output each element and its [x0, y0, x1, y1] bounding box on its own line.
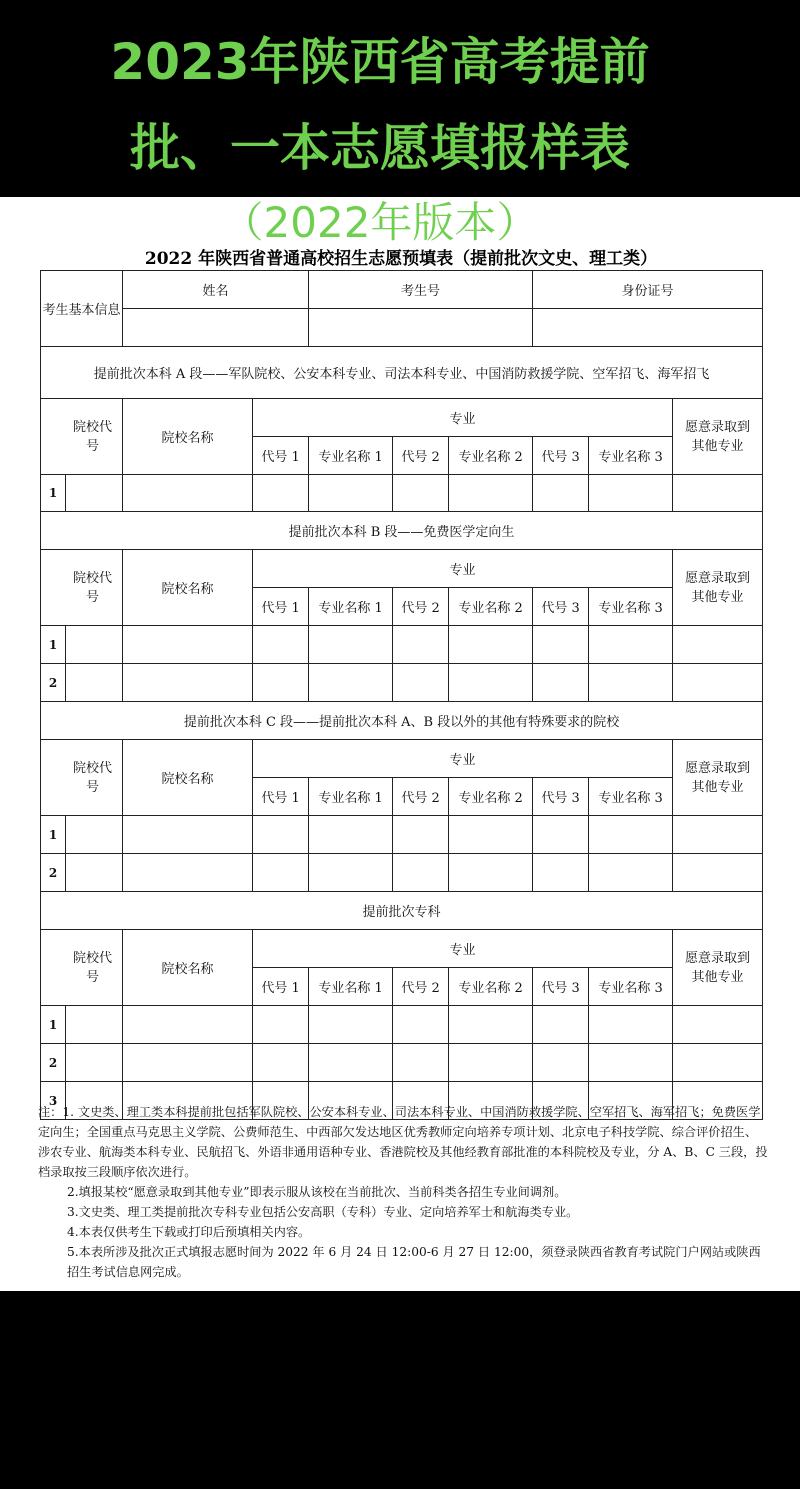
- major-name1-field[interactable]: [309, 854, 393, 892]
- school-code-field[interactable]: [66, 1006, 123, 1044]
- table-row: [41, 664, 763, 702]
- table-row: [41, 475, 763, 512]
- major-name3-header: 专业名称 3: [589, 778, 673, 816]
- column-header-row: [41, 550, 763, 588]
- table-row: [41, 854, 763, 892]
- major-name1-field[interactable]: [309, 1006, 393, 1044]
- code3-field[interactable]: [533, 626, 589, 664]
- major-name2-header: 专业名称 2: [449, 588, 533, 626]
- banner-version: （2022年版本）: [221, 198, 539, 247]
- basic-info-input-row: [41, 309, 763, 347]
- major-name1-field[interactable]: [309, 816, 393, 854]
- top-banner: [0, 0, 800, 197]
- major-name3-header: 专业名称 3: [589, 437, 673, 475]
- code2-field[interactable]: [393, 854, 449, 892]
- major-name1-header: 专业名称 1: [309, 778, 393, 816]
- school-name-field[interactable]: [123, 854, 253, 892]
- school-code-header: 院校代号: [41, 399, 123, 475]
- table-row: [41, 816, 763, 854]
- school-code-field[interactable]: [66, 854, 123, 892]
- willing-adjust-header: 愿意录取到其他专业: [673, 550, 763, 626]
- major-name3-field[interactable]: [589, 1044, 673, 1082]
- row-number: 1: [41, 475, 66, 512]
- form-notes: [38, 1102, 768, 1282]
- code2-field[interactable]: [393, 475, 449, 512]
- section-title-row: [41, 347, 763, 399]
- school-name-header: 院校名称: [123, 550, 253, 626]
- id-number-header: 身份证号: [533, 271, 763, 309]
- section-title: 提前批次专科: [41, 892, 763, 930]
- code2-field[interactable]: [393, 1044, 449, 1082]
- basic-info-header-row: [41, 271, 763, 309]
- major-name3-field[interactable]: [589, 664, 673, 702]
- note-4: 4.本表仅供考生下载或打印后预填相关内容。: [67, 1225, 311, 1239]
- section-title: 提前批次本科 C 段——提前批次本科 A、B 段以外的其他有特殊要求的院校: [41, 702, 763, 740]
- code3-field[interactable]: [533, 664, 589, 702]
- major-name3-field[interactable]: [589, 816, 673, 854]
- school-code-header: 院校代号: [41, 550, 123, 626]
- code3-field[interactable]: [533, 475, 589, 512]
- school-code-field[interactable]: [66, 626, 123, 664]
- code1-field[interactable]: [253, 1044, 309, 1082]
- section-title-row: [41, 512, 763, 550]
- major-name2-field[interactable]: [449, 475, 533, 512]
- table-row: [41, 1044, 763, 1082]
- row-number: 1: [41, 626, 66, 664]
- code1-field[interactable]: [253, 816, 309, 854]
- willing-adjust-field[interactable]: [673, 816, 763, 854]
- willing-adjust-header: 愿意录取到其他专业: [673, 740, 763, 816]
- row-number: 1: [41, 1006, 66, 1044]
- banner-title-line1: 2023年陕西省高考提前: [110, 33, 650, 91]
- school-name-field[interactable]: [123, 1006, 253, 1044]
- basic-info-label: 考生基本信息: [41, 271, 123, 347]
- application-form-table: [40, 270, 763, 1120]
- school-code-field[interactable]: [66, 1044, 123, 1082]
- code1-header: 代号 1: [253, 588, 309, 626]
- code1-field[interactable]: [253, 664, 309, 702]
- school-name-header: 院校名称: [123, 930, 253, 1006]
- exam-number-header: 考生号: [309, 271, 533, 309]
- code1-field[interactable]: [253, 475, 309, 512]
- school-code-header: 院校代号: [41, 930, 123, 1006]
- note-5: 5.本表所涉及批次正式填报志愿时间为 2022 年 6 月 24 日 12:00-6 月 27 日 12:00，须登录陕西省教育考试院门户网站或陕西招生考试信息网完成。: [67, 1245, 761, 1279]
- table-row: [41, 1006, 763, 1044]
- school-name-field[interactable]: [123, 1044, 253, 1082]
- major-name1-field[interactable]: [309, 1044, 393, 1082]
- code2-field[interactable]: [393, 1006, 449, 1044]
- row-number: 1: [41, 816, 66, 854]
- code3-header: 代号 3: [533, 968, 589, 1006]
- code1-field[interactable]: [253, 1006, 309, 1044]
- section-title-row: [41, 702, 763, 740]
- code3-field[interactable]: [533, 1044, 589, 1082]
- major-name1-field[interactable]: [309, 664, 393, 702]
- school-name-field[interactable]: [123, 626, 253, 664]
- major-name3-field[interactable]: [589, 1006, 673, 1044]
- school-name-field[interactable]: [123, 475, 253, 512]
- code2-header: 代号 2: [393, 778, 449, 816]
- willing-adjust-field[interactable]: [673, 1044, 763, 1082]
- section-title: 提前批次本科 B 段——免费医学定向生: [41, 512, 763, 550]
- code1-header: 代号 1: [253, 968, 309, 1006]
- note-2: 2.填报某校“愿意录取到其他专业”即表示服从该校在当前批次、当前科类各招生专业间调剂。: [67, 1185, 567, 1199]
- major-header: 专业: [253, 399, 673, 437]
- code2-header: 代号 2: [393, 588, 449, 626]
- major-name1-header: 专业名称 1: [309, 968, 393, 1006]
- school-code-header: 院校代号: [41, 740, 123, 816]
- school-code-field[interactable]: [66, 475, 123, 512]
- major-name2-field[interactable]: [449, 854, 533, 892]
- major-name2-header: 专业名称 2: [449, 778, 533, 816]
- banner-title-line2: 批、一本志愿填报样表: [130, 119, 630, 177]
- school-code-field[interactable]: [66, 664, 123, 702]
- code3-header: 代号 3: [533, 588, 589, 626]
- code1-header: 代号 1: [253, 437, 309, 475]
- code2-header: 代号 2: [393, 437, 449, 475]
- code3-field[interactable]: [533, 1006, 589, 1044]
- willing-adjust-header: 愿意录取到其他专业: [673, 399, 763, 475]
- major-name2-header: 专业名称 2: [449, 968, 533, 1006]
- id-number-field[interactable]: [533, 309, 763, 347]
- school-code-field[interactable]: [66, 816, 123, 854]
- major-name2-field[interactable]: [449, 664, 533, 702]
- code1-field[interactable]: [253, 854, 309, 892]
- code2-field[interactable]: [393, 626, 449, 664]
- school-name-header: 院校名称: [123, 399, 253, 475]
- major-name3-field[interactable]: [589, 854, 673, 892]
- major-name2-field[interactable]: [449, 626, 533, 664]
- name-field[interactable]: [123, 309, 309, 347]
- major-name3-header: 专业名称 3: [589, 588, 673, 626]
- major-name2-field[interactable]: [449, 816, 533, 854]
- code2-field[interactable]: [393, 816, 449, 854]
- note-3: 3.文史类、理工类提前批次专科专业包括公安高职（专科）专业、定向培养军士和航海类专业。: [67, 1205, 579, 1219]
- code2-header: 代号 2: [393, 968, 449, 1006]
- major-header: 专业: [253, 930, 673, 968]
- code1-field[interactable]: [253, 626, 309, 664]
- willing-adjust-field[interactable]: [673, 626, 763, 664]
- section-title-row: [41, 892, 763, 930]
- column-header-row: [41, 930, 763, 968]
- major-name1-header: 专业名称 1: [309, 588, 393, 626]
- school-name-header: 院校名称: [123, 740, 253, 816]
- school-name-field[interactable]: [123, 664, 253, 702]
- bottom-blank-area: [0, 1291, 800, 1489]
- code1-header: 代号 1: [253, 778, 309, 816]
- column-header-row: [41, 740, 763, 778]
- school-name-field[interactable]: [123, 816, 253, 854]
- major-name1-header: 专业名称 1: [309, 437, 393, 475]
- major-name2-field[interactable]: [449, 1044, 533, 1082]
- major-header: 专业: [253, 550, 673, 588]
- major-name1-field[interactable]: [309, 475, 393, 512]
- note-1: 注：1. 文史类、理工类本科提前批包括军队院校、公安本科专业、司法本科专业、中国消防救援学院、空军招飞、海军招飞；免费医学定向生；全国重点马克思主义学院、公费师范生、中西部欠发达地区优秀教师定向培养专项计划、北京电子科技学院、综合评价招生、涉农专业、航海类本科专业、民航招飞、外语非通用语种专业、香港院校及其他经教育部批准的本科院校及专业，分 A、B、C 三段，投档录取按三段顺序依次进行。: [38, 1105, 768, 1179]
- major-name2-field[interactable]: [449, 1006, 533, 1044]
- willing-adjust-header: 愿意录取到其他专业: [673, 930, 763, 1006]
- major-header: 专业: [253, 740, 673, 778]
- row-number: 2: [41, 854, 66, 892]
- name-header: 姓名: [123, 271, 309, 309]
- major-name3-header: 专业名称 3: [589, 968, 673, 1006]
- code3-field[interactable]: [533, 854, 589, 892]
- column-header-row: [41, 399, 763, 437]
- form-title: 2022 年陕西省普通高校招生志愿预填表（提前批次文史、理工类）: [144, 249, 658, 269]
- table-row: [41, 626, 763, 664]
- row-number: 3: [41, 1082, 66, 1120]
- major-name1-field[interactable]: [309, 626, 393, 664]
- row-number: 2: [41, 1044, 66, 1082]
- code3-header: 代号 3: [533, 437, 589, 475]
- willing-adjust-field[interactable]: [673, 1006, 763, 1044]
- major-name3-field[interactable]: [589, 626, 673, 664]
- major-name2-header: 专业名称 2: [449, 437, 533, 475]
- code3-header: 代号 3: [533, 778, 589, 816]
- willing-adjust-field[interactable]: [673, 664, 763, 702]
- major-name3-field[interactable]: [589, 475, 673, 512]
- row-number: 2: [41, 664, 66, 702]
- code3-field[interactable]: [533, 816, 589, 854]
- exam-number-field[interactable]: [309, 309, 533, 347]
- willing-adjust-field[interactable]: [673, 854, 763, 892]
- code2-field[interactable]: [393, 664, 449, 702]
- section-title: 提前批次本科 A 段——军队院校、公安本科专业、司法本科专业、中国消防救援学院、空军招飞、海军招飞: [41, 347, 763, 399]
- willing-adjust-field[interactable]: [673, 475, 763, 512]
